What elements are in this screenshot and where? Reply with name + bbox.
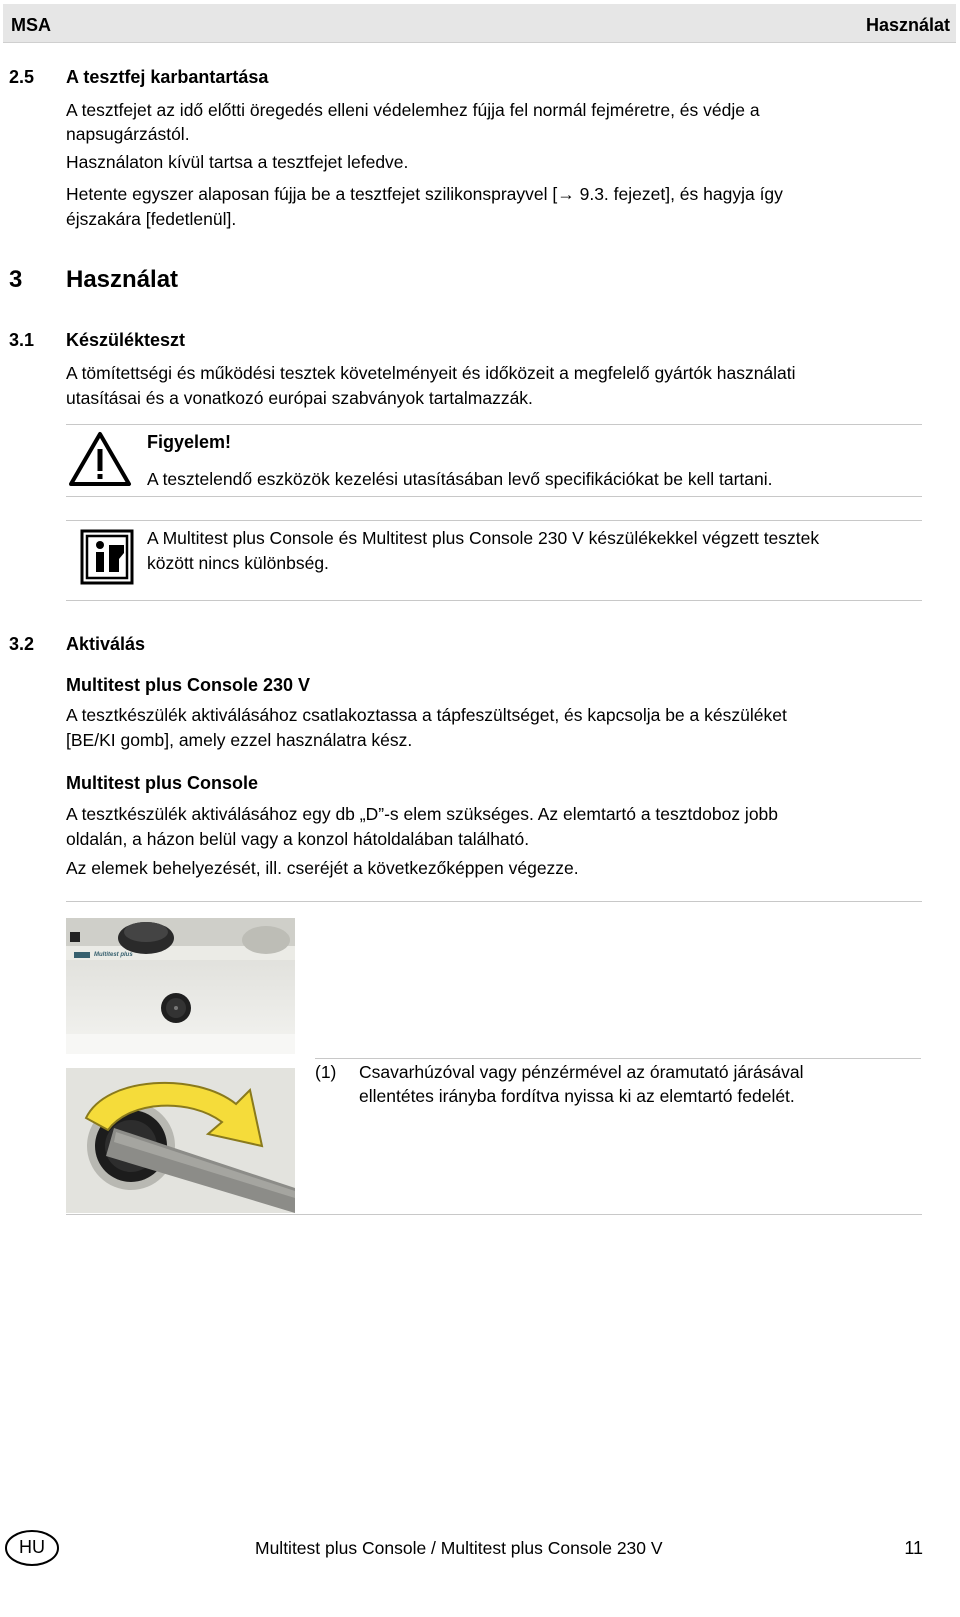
paragraph-3-2-2a: A tesztkészülék aktiválásához egy db „D”-s elem szükséges. Az elemtartó a tesztdoboz jobb [66,804,779,824]
paragraph-2-5-1a: A tesztfejet az idő előtti öregedés elleni védelemhez fújja fel normál fejméretre, és védje a [66,100,760,120]
paragraph-3-2-2c: Az elemek behelyezését, ill. cseréjét a következőképpen végezze. [66,858,579,878]
paragraph-3-1-b: utasításai és a vonatkozó európai szabványok tartalmazzák. [66,388,533,408]
chapter-number: 3 [9,266,23,293]
paragraph-3-2-2b: oldalán, a házon belül vagy a konzol hátoldalában található. [66,829,530,849]
warning-title: Figyelem! [147,432,232,452]
step-top-rule [66,901,922,902]
paragraph-3-1-a: A tömítettségi és működési tesztek követelményeit és időközeit a megfelelő gyártók használati [66,363,796,383]
paragraph-2-5-3b: éjszakára [fedetlenül]. [66,209,237,229]
paragraph-2-5-2: Használaton kívül tartsa a tesztfejet lefedve. [66,152,409,172]
step-bottom-rule [66,1214,922,1215]
section-title-3-2: Aktiválás [66,634,146,654]
page-number: 11 [904,1538,923,1558]
info-text-a: A Multitest plus Console és Multitest plus Console 230 V készülékekkel végzett tesztek [147,528,820,548]
header-brand: MSA [11,15,51,35]
subheading-console-230v: Multitest plus Console 230 V [66,675,311,695]
section-number-3-1: 3.1 [9,330,35,350]
device-photo-screwdriver [66,1068,295,1213]
paragraph-3-2-1b: [BE/KI gomb], amely ezzel használatra kész. [66,730,413,750]
device-label: Multitest plus [94,952,133,958]
language-badge [4,1529,60,1567]
header-section-title: Használat [865,15,950,35]
section-title-2-5: A tesztfej karbantartása [66,67,269,87]
paragraph-2-5-1b: napsugárzástól. [66,124,190,144]
info-text-b: között nincs különbség. [147,553,329,573]
step-number-1: (1) [315,1062,337,1082]
subheading-console: Multitest plus Console [66,773,259,793]
info-top-rule [66,520,922,521]
step-divider-rule [315,1058,921,1059]
warning-top-rule [66,424,922,425]
footer-title: Multitest plus Console / Multitest plus Console 230 V [255,1538,663,1558]
paragraph-2-5-3a: Hetente egyszer alaposan fújja be a tesztfejet szilikonsprayvel [→ 9.3. fejezet], és hagyja így [66,184,783,204]
section-title-3-1: Készülékteszt [66,330,186,350]
page-header [3,4,956,43]
section-number-3-2: 3.2 [9,634,35,654]
step-text-1b: ellentétes irányba fordítva nyissa ki az elemtartó fedelét. [359,1086,795,1106]
warning-text: A tesztelendő eszközök kezelési utasításában levő specifikációkat be kell tartani. [147,469,773,489]
warning-bottom-rule [66,496,922,497]
info-bottom-rule [66,600,922,601]
step-text-1a: Csavarhúzóval vagy pénzérmével az óramutató járásával [359,1062,804,1082]
language-code: HU [19,1537,45,1557]
warning-triangle-icon [68,430,132,488]
chapter-title: Használat [66,266,179,293]
section-number-2-5: 2.5 [9,67,35,87]
info-icon [80,529,134,585]
paragraph-3-2-1a: A tesztkészülék aktiválásához csatlakoztassa a tápfeszültséget, és kapcsolja be a készüléket [66,705,787,725]
device-photo-top [66,918,295,1054]
